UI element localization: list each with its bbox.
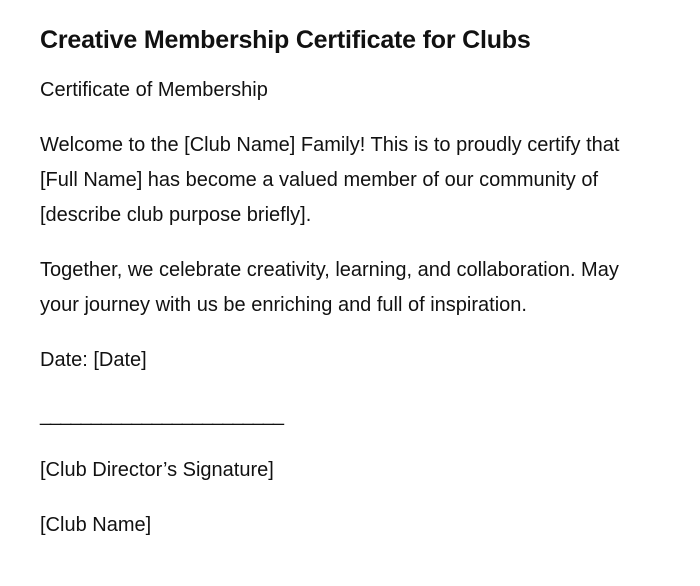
club-name-line: [Club Name] [40,514,152,536]
signature-line: ________________________ [40,404,283,426]
page-title: Creative Membership Certificate for Clubs [40,26,531,54]
certificate-subtitle: Certificate of Membership [40,79,268,101]
signature-label: [Club Director’s Signature] [40,459,274,481]
welcome-paragraph: Welcome to the [Club Name] Family! This is to proudly certify that [Full Name] has become a valued member of our community of [describe club purpose briefly]. [40,134,620,226]
certificate-document [40,22,660,563]
celebration-paragraph: Together, we celebrate creativity, learning, and collaboration. May your journey with us be enriching and full of inspiration. [40,259,619,316]
date-line: Date: [Date] [40,349,147,371]
